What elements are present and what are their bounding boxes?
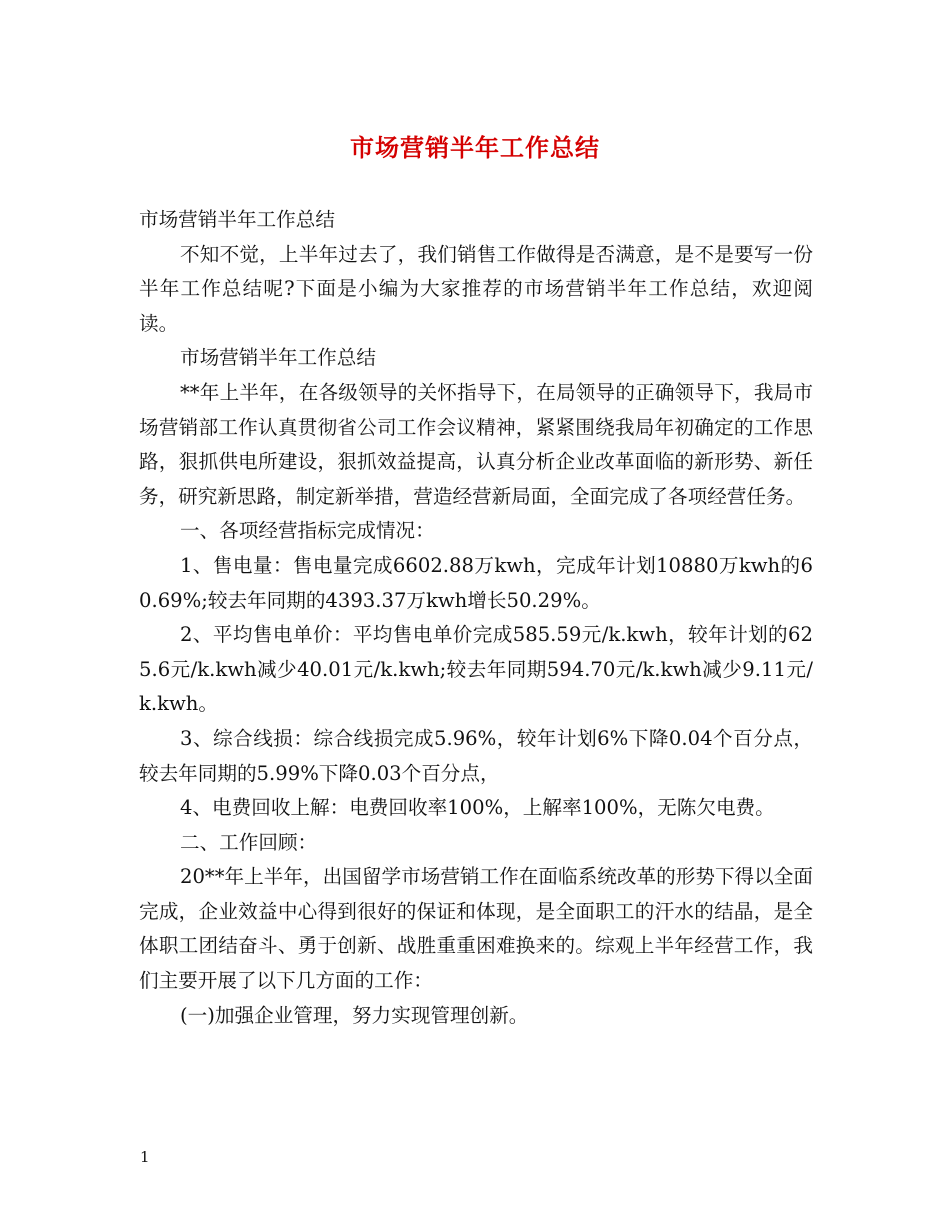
document-title: 市场营销半年工作总结 bbox=[350, 133, 600, 162]
paragraph-line-loss: 3、综合线损：综合线损完成5.96%，较年计划6%下降0.04个百分点，较去年同期的5.99%下降0.03个百分点， bbox=[139, 726, 813, 785]
paragraph-sales-volume: 1、售电量：售电量完成6602.88万kwh，完成年计划10880万kwh的60.69%;较去年同期的4393.37万kwh增长50.29%。 bbox=[139, 553, 813, 612]
page-number: 1 bbox=[140, 1148, 150, 1166]
paragraph-unit-price: 2、平均售电单价：平均售电单价完成585.59元/k.kwh，较年计划的625.6元/k.kwh减少40.01元/k.kwh;较去年同期594.70元/k.kwh减少9.11元/k.kwh。 bbox=[139, 623, 813, 716]
section-heading-indicators: 一、各项经营指标完成情况： bbox=[180, 519, 435, 543]
paragraph-overview: **年上半年，在各级领导的关怀指导下，在局领导的正确领导下，我局市场营销部工作认真贯彻省公司工作会议精神，紧紧围绕我局年初确定的工作思路，狠抓供电所建设，狠抓效益提高，认真分析企业改革面临的新形势、新任务，研究新思路，制定新举措，营造经营新局面，全面完成了各项经营任务。 bbox=[139, 380, 813, 508]
section-heading-review: 二、工作回顾： bbox=[180, 830, 318, 854]
paragraph-review: 20**年上半年，出国留学市场营销工作在面临系统改革的形势下得以全面完成，企业效益中心得到很好的保证和体现，是全面职工的汗水的结晶，是全体职工团结奋斗、勇于创新、战胜重重困难换来的。综观上半年经营工作，我们主要开展了以下几方面的工作： bbox=[139, 865, 813, 993]
paragraph-subtitle: 市场营销半年工作总结 bbox=[180, 346, 376, 370]
paragraph-fee-recovery: 4、电费回收上解：电费回收率100%，上解率100%，无陈欠电费。 bbox=[180, 796, 775, 820]
paragraph-intro: 不知不觉，上半年过去了，我们销售工作做得是否满意，是不是要写一份半年工作总结呢?下面是小编为大家推荐的市场营销半年工作总结，欢迎阅读。 bbox=[139, 242, 813, 335]
paragraph-management: (一)加强企业管理，努力实现管理创新。 bbox=[180, 1003, 529, 1027]
document-body bbox=[139, 203, 813, 1033]
paragraph-heading: 市场营销半年工作总结 bbox=[139, 208, 335, 231]
